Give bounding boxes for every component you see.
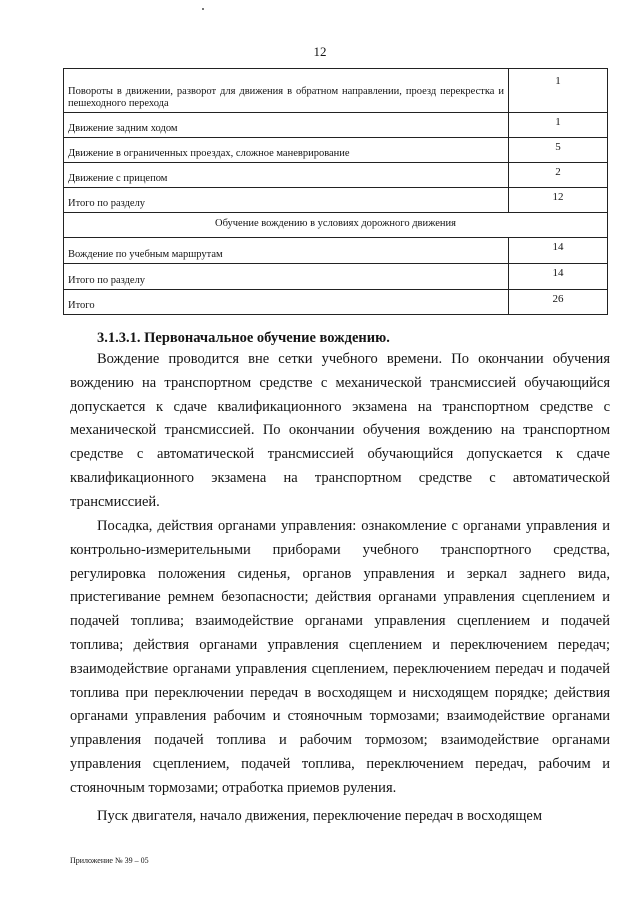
paragraph-controls: Посадка, действия органами управления: ознакомление с органами управления и контрольно-измерительными приборами учебного транспортного средства, регулировка положения сиденья, органов управления и зеркал заднего вида, пристегивание ремнем безопасности; действия органами управления сцеплением и подачей топлива; взаимодействие органами управления сцеплением и подачей топлива; действия органами управления сцеплением и переключением передач; взаимодействие органами управления сцеплением, переключением передач и подачей топлива при переключении передач в восходящем и нисходящем порядке; действия органами управления рабочим и стояночным тормозами; взаимодействие органами управления подачей топлива и рабочим тормозом; взаимодействие органами управления сцеплением, подачей топлива, переключением передач, рабочим и стояночным тормозами; отработка приемов руления. — [70, 518, 610, 796]
table-cell-value: 1 — [555, 75, 561, 87]
table-cell-value: 1 — [555, 116, 561, 128]
table-row — [64, 290, 607, 315]
table-cell-value: 12 — [552, 191, 564, 203]
table-cell-label: Движение с прицепом — [64, 163, 509, 187]
table-row — [64, 188, 607, 213]
table-cell-value: 26 — [552, 293, 564, 305]
table-cell-label: Повороты в движении, разворот для движения в обратном направлении, проезд перекрестка и пешеходного перехода — [64, 69, 509, 112]
table-cell-label: Итого — [64, 290, 509, 314]
table-cell-value: 14 — [552, 241, 564, 253]
table-row — [64, 138, 607, 163]
table-row — [64, 69, 607, 113]
table-cell-label: Итого по разделу — [64, 264, 509, 289]
paragraph-driving-schedule: Вождение проводится вне сетки учебного времени. По окончании обучения вождению на транспортном средстве с механической трансмиссией обучающийся допускается к сдаче квалификационного экзамена на транспортном средстве с механической трансмиссией. По окончании обучения вождению на транспортном средстве с автоматической трансмиссией обучающийся допускается к сдаче квалификационного экзамена на транспортном средстве с автоматической трансмиссией. — [70, 351, 610, 510]
table-cell-label: Движение в ограниченных проездах, сложное маневрирование — [64, 138, 509, 162]
table-cell-label: Итого по разделу — [64, 188, 509, 212]
table-row — [64, 238, 607, 264]
footer-annex-note: Приложение № 39 – 05 — [70, 856, 149, 865]
table-cell-label: Движение задним ходом — [64, 113, 509, 137]
hours-table — [63, 68, 608, 315]
section-heading: 3.1.3.1. Первоначальное обучение вождению. — [97, 330, 390, 346]
table-row — [64, 264, 607, 290]
table-cell-value: 14 — [552, 267, 564, 279]
table-section-row — [64, 213, 607, 238]
paragraph-engine-start: Пуск двигателя, начало движения, переключение передач в восходящем — [97, 808, 543, 824]
table-section-title: Обучение вождению в условиях дорожного движения — [215, 218, 456, 229]
table-cell-value: 5 — [555, 141, 561, 153]
table-cell-label: Вождение по учебным маршрутам — [64, 238, 509, 263]
page-number: 12 — [313, 44, 327, 59]
table-cell-value: 2 — [555, 166, 561, 178]
table-row — [64, 113, 607, 138]
table-row — [64, 163, 607, 188]
scan-speck — [202, 8, 204, 10]
